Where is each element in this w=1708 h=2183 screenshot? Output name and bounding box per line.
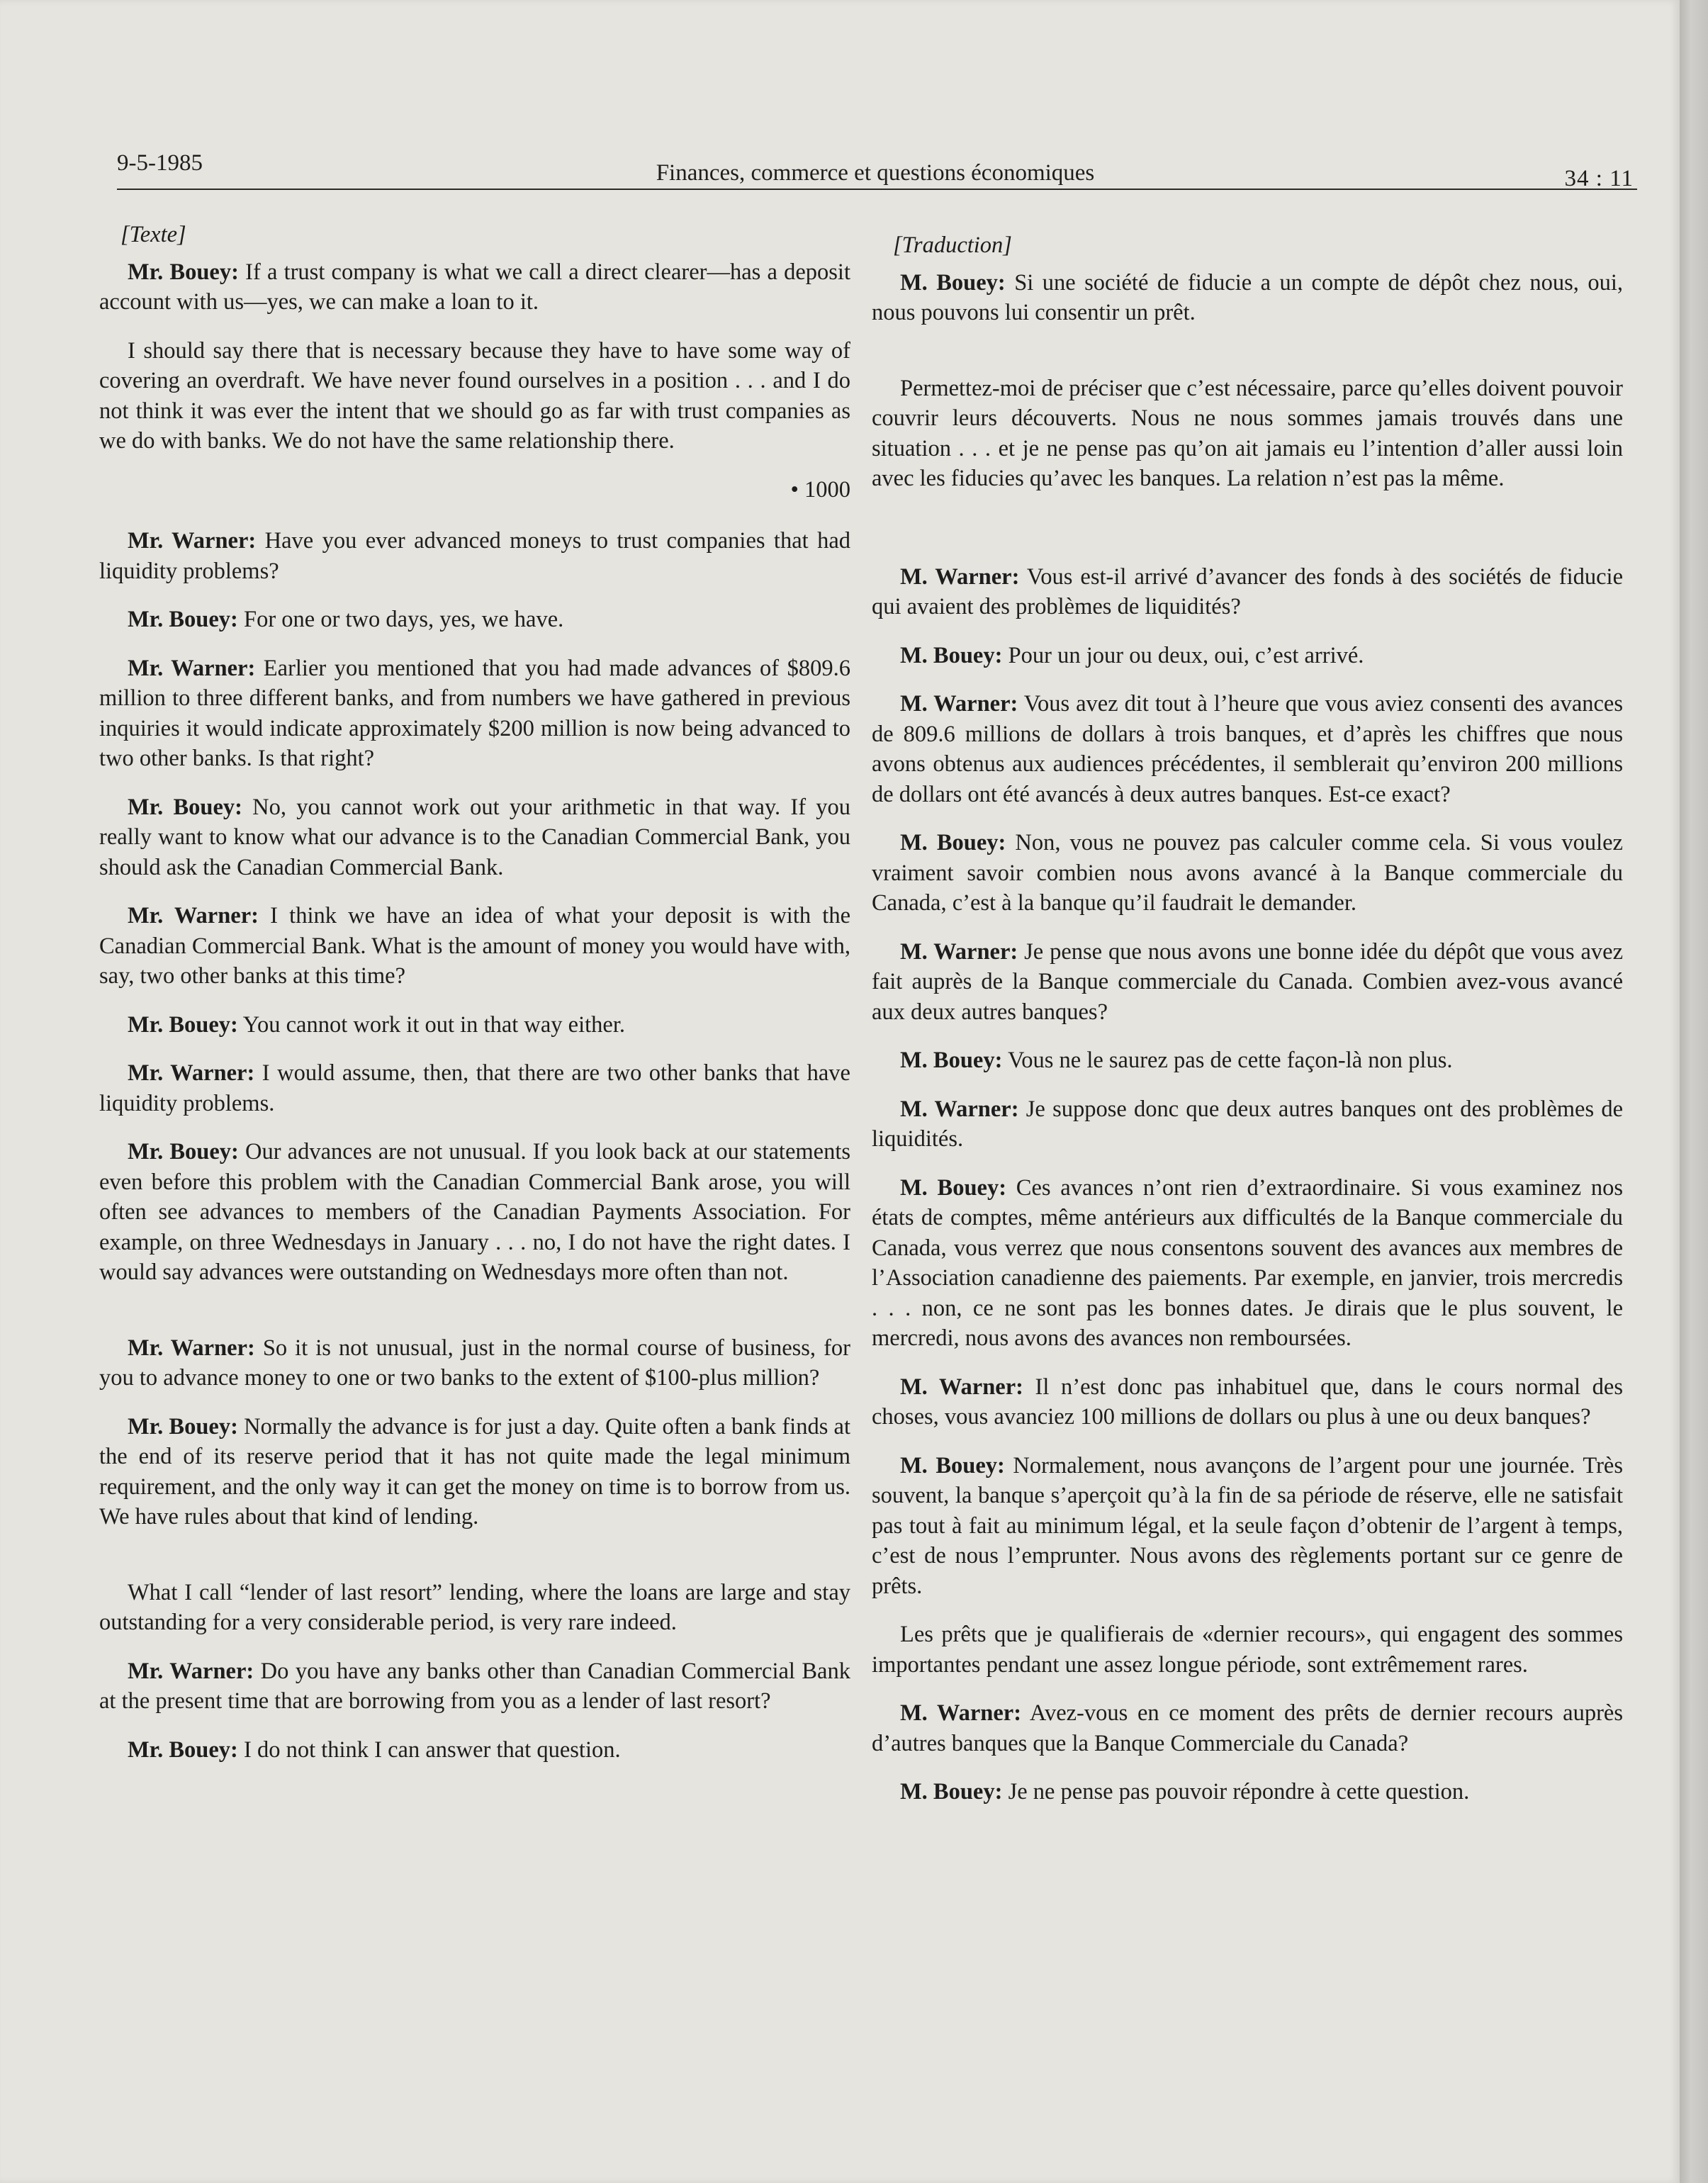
- paragraph-text: If a trust company is what we call a direct clearer—has a deposit account with us—yes, we can make a loan to it.: [99, 259, 850, 315]
- speaker-name: Mr. Bouey:: [128, 607, 238, 632]
- speaker-name: Mr. Bouey:: [128, 1413, 238, 1440]
- paragraph-text: Vous ne le saurez pas de cette façon-là non plus.: [1002, 1048, 1453, 1073]
- page-number: 34 : 11: [1564, 166, 1634, 191]
- paragraph: [99, 1412, 850, 1532]
- paragraph-text: For one or two days, yes, we have.: [237, 607, 564, 632]
- paragraph-text: I would assume, then, that there are two other banks that have liquidity problems.: [99, 1060, 850, 1116]
- paragraph: [872, 937, 1623, 1028]
- spacer: [99, 1306, 850, 1333]
- paragraph-text: Il n’est donc pas inhabituel que, dans le cours normal des choses, vous avanciez 100 millions de dollars ou plus à une ou deux banques?: [872, 1374, 1623, 1430]
- paragraph: [872, 562, 1623, 622]
- running-header: [117, 150, 1634, 190]
- paragraph: [872, 1698, 1623, 1758]
- header-date: 9-5-1985: [117, 150, 203, 176]
- header-rule: [117, 189, 1637, 190]
- speaker-name: Mr. Bouey:: [128, 1011, 238, 1038]
- paragraph-text: Je suppose donc que deux autres banques ont des problèmes de liquidités.: [872, 1096, 1623, 1152]
- paragraph: [872, 1045, 1623, 1076]
- paragraph-text: Normalement, nous avançons de l’argent pour une journée. Très souvent, la banque s’aperçoit qu’à la fin de sa période de réserve, elle ne satisfait pas tout à fait au minimum légal, et la seule façon d’obtenir de l’argent à temps, c’est de nous l’emprunter. Nous avons des règlements portant sur ce genre de prêts.: [872, 1452, 1623, 1599]
- paragraph: [872, 1094, 1623, 1155]
- page-edge: [1680, 0, 1708, 2183]
- speaker-name: Mr. Bouey:: [128, 794, 242, 820]
- paragraph: [99, 1578, 850, 1638]
- speaker-name: M. Bouey:: [900, 269, 1006, 296]
- paragraph-text: You cannot work it out in that way either.: [237, 1011, 625, 1038]
- paragraph: [872, 1173, 1623, 1354]
- paragraph-text: Normally the advance is for just a day. Quite often a bank finds at the end of its reserve period that it has not quite made the legal minimum requirement, and the only way it can get the money on time is to borrow from us. We have rules about that kind of lending.: [99, 1413, 850, 1530]
- speaker-name: M. Bouey:: [900, 642, 1003, 668]
- paragraph: [99, 792, 850, 883]
- paragraph: [872, 1451, 1623, 1602]
- spacer: [872, 347, 1623, 374]
- speaker-name: Mr. Bouey:: [128, 1139, 239, 1165]
- paragraph: [99, 1137, 850, 1288]
- spacer: [872, 512, 1623, 562]
- paragraph-text: What I call “lender of last resort” lending, where the loans are large and stay outstanding for a very considerable period, is very rare indeed.: [99, 1579, 850, 1635]
- speaker-name: Mr. Warner:: [128, 903, 259, 928]
- speaker-name: M. Warner:: [900, 1700, 1022, 1726]
- paragraph: [99, 257, 850, 318]
- speaker-name: Mr. Bouey:: [128, 259, 239, 285]
- paragraph: [872, 641, 1623, 671]
- paragraph-text: Earlier you mentioned that you had made advances of $809.6 million to three different banks, and from numbers we have gathered in previous inquiries it would indicate approximately $200 million is now being advanced to two other banks. Is that right?: [99, 655, 850, 771]
- paragraph: [872, 374, 1623, 494]
- section-label-traduction: [Traduction]: [893, 232, 1012, 258]
- speaker-name: Mr. Bouey:: [128, 1736, 238, 1763]
- paragraph-text: Les prêts que je qualifierais de «dernier recours», qui engagent des sommes importantes pendant une assez longue période, sont extrêmement rares.: [872, 1622, 1623, 1678]
- speaker-name: Mr. Warner:: [128, 1060, 255, 1086]
- paragraph: [99, 901, 850, 992]
- paragraph-text: Vous est-il arrivé d’avancer des fonds à des sociétés de fiducie qui avaient des problèmes de liquidités?: [872, 563, 1623, 619]
- paragraph: [872, 1777, 1623, 1807]
- speaker-name: M. Warner:: [900, 563, 1020, 590]
- paragraph: [99, 653, 850, 774]
- paragraph-text: Have you ever advanced moneys to trust companies that had liquidity problems?: [99, 528, 850, 584]
- paragraph: [872, 1620, 1623, 1680]
- paragraph: [872, 1372, 1623, 1432]
- paragraph: [872, 268, 1623, 328]
- paragraph: [99, 1656, 850, 1717]
- paragraph-text: I should say there that is necessary because they have to have some way of covering an overdraft. We have never found ourselves in a position . . . and I do not think it was ever the intent that we should go as far with trust companies as we do with banks. We do not have the same relationship there.: [99, 337, 850, 454]
- spacer: [99, 1551, 850, 1578]
- speaker-name: M. Bouey:: [900, 1174, 1007, 1201]
- paragraph: [99, 1058, 850, 1118]
- paragraph-text: Non, vous ne pouvez pas calculer comme cela. Si vous voulez vraiment savoir combien nous avons avancé à la Banque commerciale du Canada, c’est à la banque qu’il faudrait le demander.: [872, 830, 1623, 916]
- speaker-name: M. Bouey:: [900, 1048, 1003, 1073]
- speaker-name: M. Bouey:: [900, 1779, 1003, 1805]
- speaker-name: Mr. Warner:: [128, 1658, 254, 1684]
- speaker-name: M. Warner:: [900, 1374, 1023, 1400]
- paragraph: [872, 828, 1623, 919]
- paragraph-text: I think we have an idea of what your deposit is with the Canadian Commercial Bank. What is the amount of money you would have with, say, two other banks at this time?: [99, 903, 850, 989]
- speaker-name: M. Bouey:: [900, 1452, 1005, 1478]
- paragraph: [872, 689, 1623, 809]
- header-title: Finances, commerce et questions économiques: [656, 160, 1095, 186]
- speaker-name: M. Warner:: [900, 938, 1018, 965]
- paragraph-text: Avez-vous en ce moment des prêts de dernier recours auprès d’autres banques que la Banque Commerciale du Canada?: [872, 1700, 1623, 1756]
- french-column: [872, 220, 1623, 1826]
- paragraph: [99, 1010, 850, 1040]
- paragraph-text: Our advances are not unusual. If you look back at our statements even before this problem with the Canadian Commercial Bank arose, you will often see advances to members of the Canadian Payments Association. For example, on three Wednesdays in January . . . no, I do not have the right dates. I would say advances were outstanding on Wednesdays more often than not.: [99, 1139, 850, 1285]
- speaker-name: M. Warner:: [900, 691, 1018, 717]
- paragraph-text: Je ne pense pas pouvoir répondre à cette question.: [1002, 1779, 1470, 1805]
- paragraph-text: Si une société de fiducie a un compte de dépôt chez nous, oui, nous pouvons lui consentir un prêt.: [872, 269, 1623, 325]
- speaker-name: Mr. Warner:: [128, 528, 257, 554]
- english-column: [99, 220, 850, 1783]
- paragraph-text: Do you have any banks other than Canadian Commercial Bank at the present time that are borrowing from you as a lender of last resort?: [99, 1658, 850, 1714]
- paragraph: [99, 1333, 850, 1393]
- time-marker: • 1000: [790, 476, 850, 503]
- paragraph: [99, 526, 850, 586]
- paragraph-text: Pour un jour ou deux, oui, c’est arrivé.: [1002, 642, 1364, 668]
- paragraph-text: Vous avez dit tout à l’heure que vous aviez consenti des avances de 809.6 millions de dollars à trois banques, et d’après les chiffres que nous avons obtenus aux audiences précédentes, il semblerait qu’environ 200 millions de dollars ont été avancés à deux autres banques. Est-ce exact?: [872, 691, 1623, 807]
- paragraph: [99, 336, 850, 456]
- speaker-name: M. Warner:: [900, 1096, 1019, 1122]
- paragraph-text: Je pense que nous avons une bonne idée du dépôt que vous avez fait auprès de la Banque commerciale du Canada. Combien avez-vous avancé aux deux autres banques?: [872, 938, 1624, 1025]
- speaker-name: Mr. Warner:: [128, 655, 256, 681]
- speaker-name: Mr. Warner:: [128, 1335, 255, 1361]
- paragraph: [99, 1735, 850, 1766]
- speaker-name: M. Bouey:: [900, 830, 1006, 855]
- paragraph-text: I do not think I can answer that question.: [237, 1736, 621, 1763]
- paragraph-text: So it is not unusual, just in the normal course of business, for you to advance money to one or two banks to the extent of $100-plus million?: [99, 1335, 850, 1391]
- paragraph-text: Permettez-moi de préciser que c’est nécessaire, parce qu’elles doivent pouvoir couvrir leurs découverts. Nous ne nous sommes jamais trouvés dans une situation . . . et je ne pense pas qu’on ait jamais eu l’intention d’aller aussi loin avec les fiducies qu’avec les banques. La relation n’est pas la même.: [872, 375, 1623, 491]
- section-label-texte: [Texte]: [120, 222, 186, 247]
- paragraph-text: No, you cannot work out your arithmetic in that way. If you really want to know what our advance is to the Canadian Commercial Bank, you should ask the Canadian Commercial Bank.: [99, 794, 851, 880]
- paragraph-text: Ces avances n’ont rien d’extraordinaire. Si vous examinez nos états de comptes, même antérieurs aux difficultés de la Banque commerciale du Canada, vous verrez que nous consentons souvent des avances aux membres de l’Association canadienne des paiements. Par exemple, en janvier, trois mercredis . . . non, ce ne sont pas les bonnes dates. Je dirais que le plus souvent, le mercredi, nous avons des avances non remboursées.: [872, 1174, 1623, 1351]
- paragraph: [99, 605, 850, 635]
